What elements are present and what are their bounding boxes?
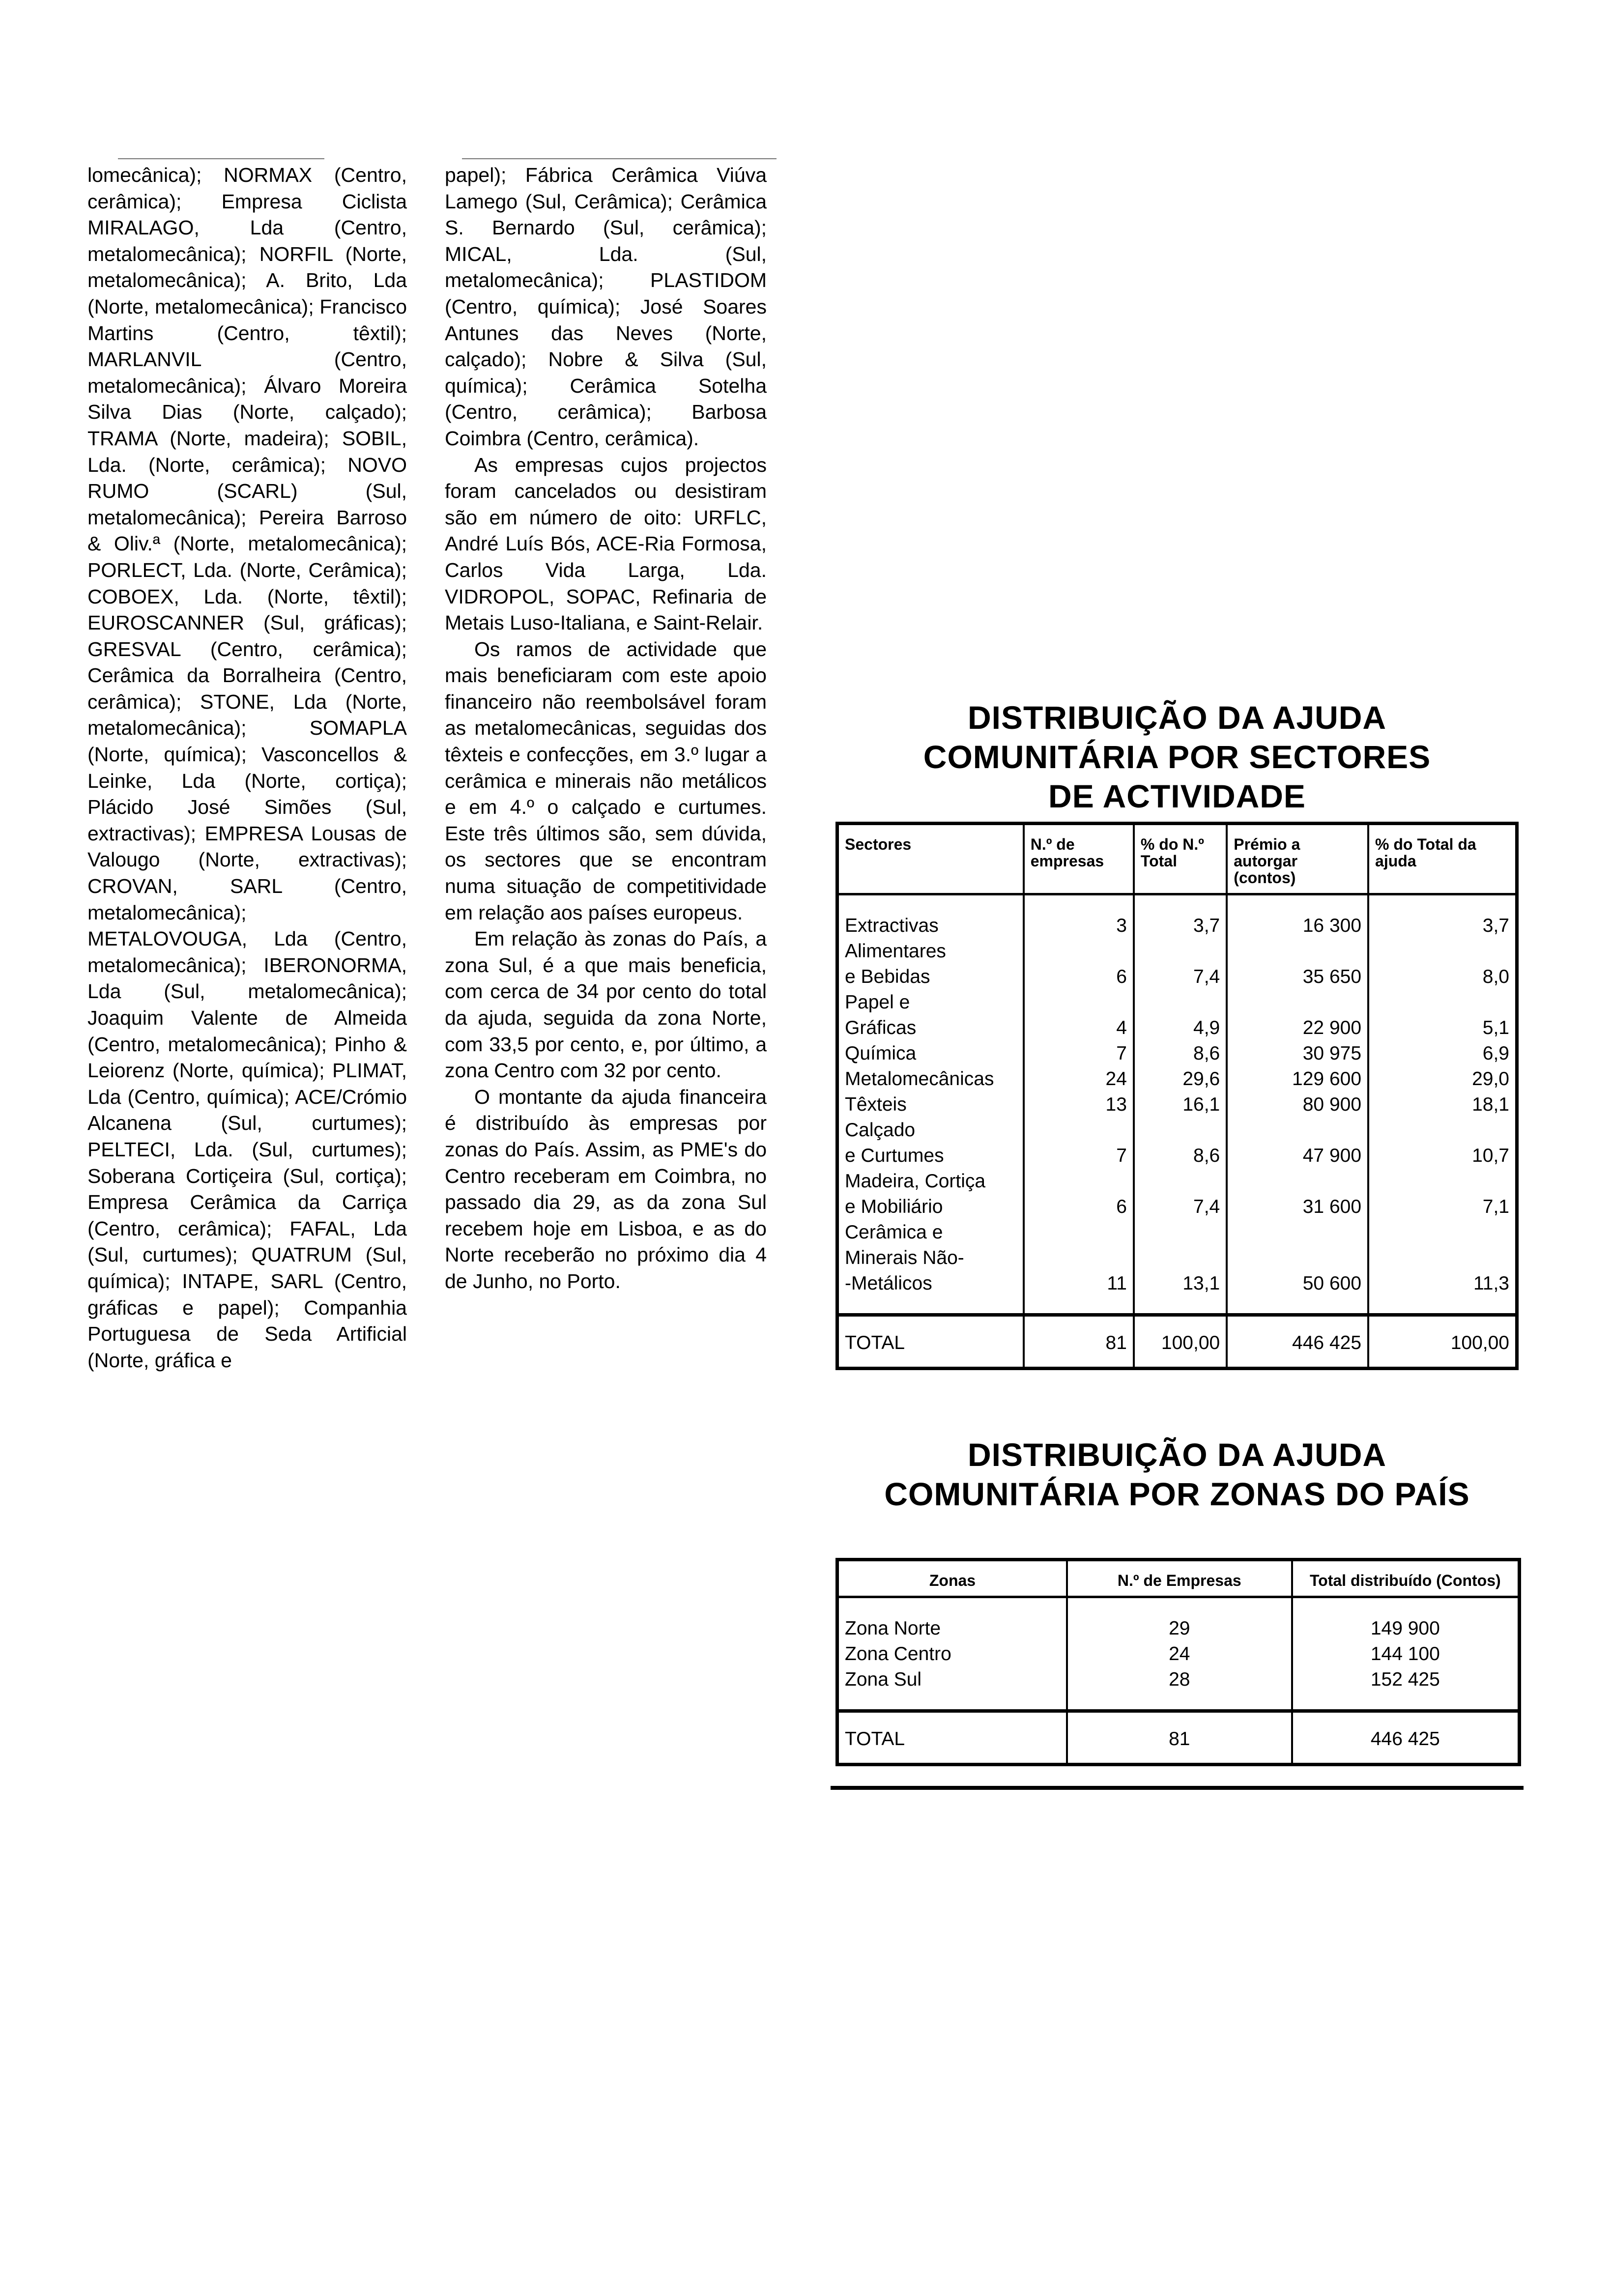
zones-title-line: DISTRIBUIÇÃO DA AJUDA [967,1436,1387,1473]
table-cell: Madeira, Cortiça e Mobiliário [837,1169,1024,1220]
table-total-cell: 81 [1024,1315,1134,1369]
table-cell: 149 900 [1370,1618,1440,1639]
table-total-cell: 100,00 [1134,1315,1227,1369]
table-cell: 80 900 [1227,1092,1368,1118]
table-cell: 22 900 [1227,990,1368,1041]
table-cell: 24 [1024,1066,1134,1092]
table-row [837,1220,1517,1315]
table-row [837,990,1517,1041]
sectors-title-line: COMUNITÁRIA POR SECTORES [923,739,1431,775]
table-row [837,894,1517,939]
table-total-cell: 446 425 [1227,1315,1368,1369]
column-header: Prémio a autorgar (contos) [1227,824,1368,894]
table-row [837,1667,1520,1711]
column-top-rule-left [118,158,324,159]
table-header-row [837,824,1517,894]
table-cell: Calçado e Curtumes [837,1118,1024,1169]
table-cell: 29,0 [1472,1068,1509,1090]
table-cell: 7,4 [1134,939,1227,990]
sectors-table [835,822,1519,1370]
table-cell: 35 650 [1227,939,1368,990]
table-cell: 29 [1067,1597,1292,1642]
article-column-left [87,162,407,1374]
table-cell: Metalomecânicas [837,1066,1024,1092]
table-cell: 24 [1067,1641,1292,1667]
table-total-cell: TOTAL [837,1711,1067,1765]
table-cell: 6 [1024,939,1134,990]
table-cell: Têxteis [837,1092,1024,1118]
article-paragraph: Em relação às zonas do País, a zona Sul, é a que mais beneficia, com cerca de 34 por cento do total da ajuda, seguida da zona Norte, com 33,5 por cento, e, por último, a zona Centro com 32 por cento. [445,927,767,1082]
table-cell: 144 100 [1370,1643,1440,1665]
column-top-rule-right [462,158,777,159]
table-cell: 4,9 [1134,990,1227,1041]
table-cell: 129 600 [1227,1066,1368,1092]
table-cell: 8,0 [1482,966,1509,987]
table-cell: 5,1 [1482,1017,1509,1038]
table-cell: 3,7 [1482,915,1509,936]
article-column-right [445,162,767,1295]
table-cell: 3,7 [1134,894,1227,939]
table-cell: 7 [1024,1118,1134,1169]
table-cell: 13 [1024,1092,1134,1118]
table-cell: 10,7 [1472,1145,1509,1166]
table-cell: 152 425 [1370,1669,1440,1690]
table-row [837,1092,1517,1118]
table-cell: 13,1 [1134,1220,1227,1315]
table-cell: 8,6 [1134,1041,1227,1066]
table-cell: Zona Sul [837,1667,1067,1711]
table-cell: 7,1 [1482,1196,1509,1217]
table-total-row [837,1315,1517,1369]
table-cell: 11 [1024,1220,1134,1315]
column-header: N.º de Empresas [1067,1560,1292,1597]
table-row [837,1641,1520,1667]
table-cell: 7 [1024,1041,1134,1066]
table-cell: Alimentares e Bebidas [837,939,1024,990]
table-cell: 47 900 [1227,1118,1368,1169]
article-paragraph: lomecânica); NORMAX (Centro, cerâmica); Empresa Ciclista MIRALAGO, Lda (Centro, metalomecânica); NORFIL (Norte, metalomecânica); A. Brito, Lda (Norte, metalomecânica); Francisco Martins (Centro, têxtil); MARLANVIL (Centro, metalomecânica); Álvaro Moreira Silva Dias (Norte, calçado); TRAMA (Norte, madeira); SOBIL, Lda. (Norte, cerâmica); NOVO RUMO (SCARL) (Sul, metalomecânica); Pereira Barroso & Oliv.ª (Norte, metalomecânica); PORLECT, Lda. (Norte, Cerâmica); COBOEX, Lda. (Norte, têxtil); EUROSCANNER (Sul, gráficas); GRESVAL (Centro, cerâmica); Cerâmica da Borralheira (Centro, cerâmica); STONE, Lda (Norte, metalomecânica); SOMAPLA (Norte, química); Vasconcellos & Leinke, Lda (Norte, cortiça); Plácido José Simões (Sul, extractivas); EMPRESA Lousas de Valougo (Norte, extractivas); CROVAN, SARL (Centro, metalomecânica); METALOVOUGA, Lda (Centro, metalomecânica); IBERONORMA, Lda (Sul, metalomecânica); Joaquim Valente de Almeida (Centro, metalomecânica); Pinho & Leiorenz (Norte, química); PLIMAT, Lda (Centro, química); ACE/Crómio Alcanena (Sul, curtumes); PELTECI, Lda. (Sul, curtumes); Soberana Cortiçeira (Sul, cortiça); Empresa Cerâmica da Carriça (Centro, cerâmica); FAFAL, Lda (Sul, curtumes); QUATRUM (Sul, química); INTAPE, SARL (Centro, gráficas e papel); Companhia Portuguesa de Seda Artificial (Norte, gráfica e [87,164,407,1372]
table-cell: 29,6 [1134,1066,1227,1092]
table-total-cell: TOTAL [837,1315,1024,1369]
table-header-row [837,1560,1520,1597]
article-paragraph: papel); Fábrica Cerâmica Viúva Lamego (Sul, Cerâmica); Cerâmica S. Bernardo (Sul, cerâmica); MICAL, Lda. (Sul, metalomecânica); PLASTIDOM (Centro, química); José Soares Antunes das Neves (Norte, calçado); Nobre & Silva (Sul, química); Cerâmica Sotelha (Centro, cerâmica); Barbosa Coimbra (Centro, cerâmica). [445,164,767,450]
table-cell: 11,3 [1473,1273,1509,1294]
column-header: % do N.º Total [1134,824,1227,894]
bottom-rule [831,1786,1524,1790]
table-cell: 7,4 [1134,1169,1227,1220]
table-total-cell: 81 [1067,1711,1292,1765]
zones-title-line: COMUNITÁRIA POR ZONAS DO PAÍS [884,1476,1470,1512]
column-header: N.º de empresas [1024,824,1134,894]
column-header: Sectores [837,824,1024,894]
table-row [837,1597,1520,1642]
table-cell: 50 600 [1227,1220,1368,1315]
table-cell: Química [837,1041,1024,1066]
table-cell: 8,6 [1134,1118,1227,1169]
table-cell: 16 300 [1227,894,1368,939]
table-cell: 16,1 [1134,1092,1227,1118]
table-cell: Zona Centro [837,1641,1067,1667]
table-total-cell: 100,00 [1368,1315,1517,1369]
table-cell: Zona Norte [837,1597,1067,1642]
table-total-cell: 446 425 [1292,1711,1520,1765]
column-header: Zonas [837,1560,1067,1597]
table-cell: 4 [1024,990,1134,1041]
article-paragraph: Os ramos de actividade que mais beneficiaram com este apoio financeiro não reembolsável foram as metalomecânicas, seguidas dos têxteis e confecções, em 3.º lugar a cerâmica e minerais não metálicos e em 4.º o calçado e curtumes. Este três últimos são, sem dúvida, os sectores que se encontram numa situação de competitividade em relação aos países europeus. [445,637,767,924]
zones-table [835,1558,1521,1766]
table-row [837,1169,1517,1220]
article-paragraph: As empresas cujos projectos foram cancelados ou desistiram são em número de oito: URFLC, André Luís Bós, ACE-Ria Formosa, Carlos Vida Larga, Lda. VIDROPOL, SOPAC, Refinaria de Metais Luso-Italiana, e Saint-Relair. [445,453,767,634]
sectors-title-line: DE ACTIVIDADE [1048,778,1306,814]
table-cell: 6,9 [1482,1043,1509,1064]
table-total-row [837,1711,1520,1765]
table-cell: 18,1 [1472,1094,1509,1115]
table-cell: Extractivas [837,894,1024,939]
sectors-title-line: DISTRIBUIÇÃO DA AJUDA [967,699,1387,736]
sectors-table-title [831,698,1524,816]
table-cell: Cerâmica e Minerais Não- -Metálicos [837,1220,1024,1315]
table-cell: 6 [1024,1169,1134,1220]
table-cell: 30 975 [1227,1041,1368,1066]
table-cell: 28 [1067,1667,1292,1711]
table-row [837,1066,1517,1092]
article-paragraph: O montante da ajuda financeira é distribuído às empresas por zonas do País. Assim, as PME's do Centro receberam em Coimbra, no passado dia 29, as da zona Sul recebem hoje em Lisboa, e as do Norte receberão no próximo dia 4 de Junho, no Porto. [445,1085,767,1292]
table-cell: Papel e Gráficas [837,990,1024,1041]
table-cell: 31 600 [1227,1169,1368,1220]
table-row [837,939,1517,990]
table-row [837,1118,1517,1169]
zones-table-title [831,1435,1524,1514]
column-header: % do Total da ajuda [1368,824,1517,894]
table-cell: 3 [1024,894,1134,939]
table-row [837,1041,1517,1066]
column-header: Total distribuído (Contos) [1292,1560,1520,1597]
